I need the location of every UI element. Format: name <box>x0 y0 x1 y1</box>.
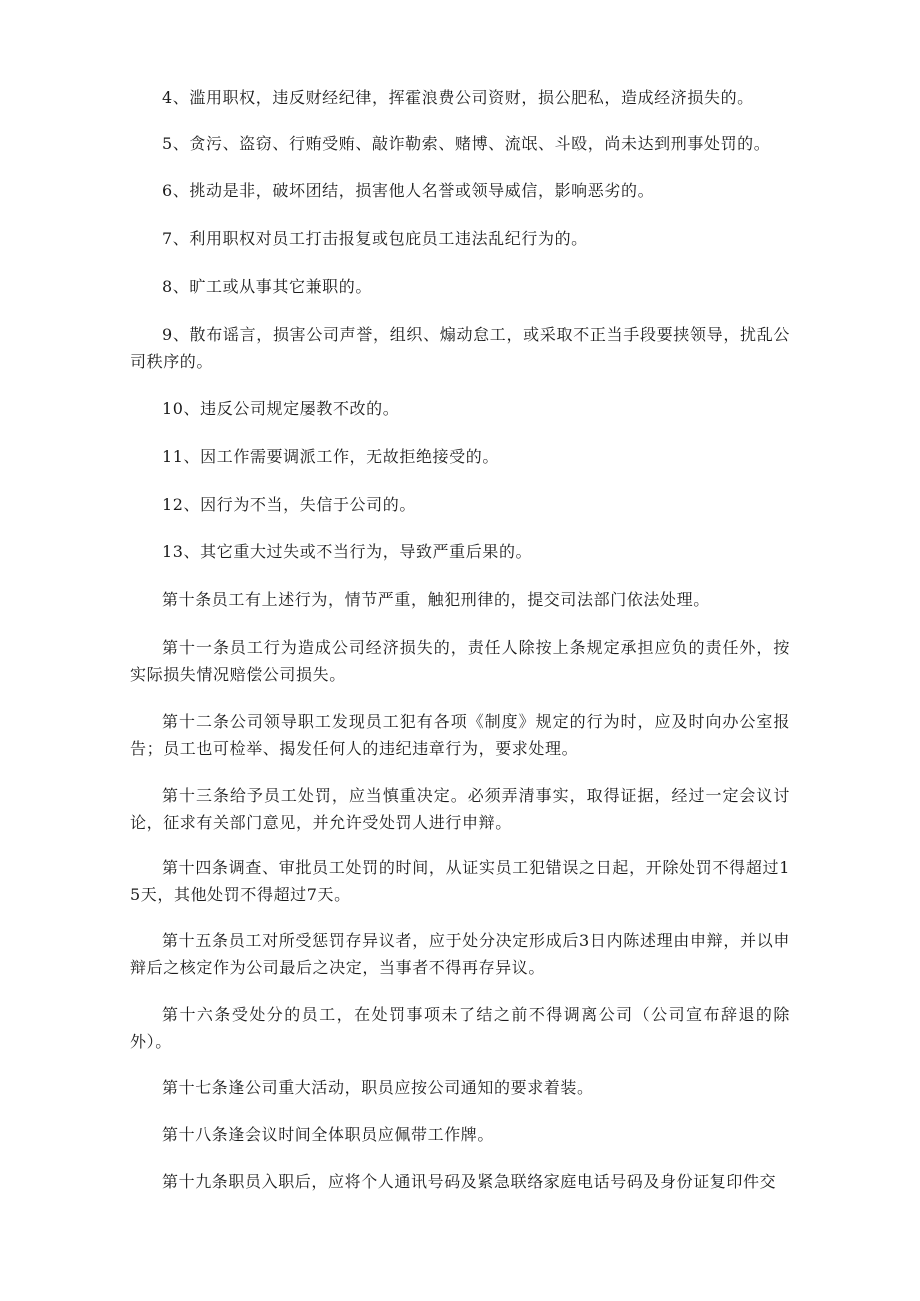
paragraph-item-6: 6、挑动是非，破坏团结，损害他人名誉或领导威信，影响恶劣的。 <box>162 181 655 200</box>
paragraph-item-9: 9、散布谣言，损害公司声誉，组织、煽动怠工，或采取不正当手段要挟领导，扰乱公司秩序的。 <box>130 325 790 371</box>
paragraph-article-12: 第十二条公司领导职工发现员工犯有各项《制度》规定的行为时，应及时向办公室报告；员工也可检举、揭发任何人的违纪违章行为，要求处理。 <box>130 712 790 758</box>
paragraph-article-16: 第十六条受处分的员工，在处罚事项未了结之前不得调离公司（公司宣布辞退的除外）。 <box>130 1005 790 1051</box>
paragraph-item-5: 5、贪污、盗窃、行贿受贿、敲诈勒索、赌博、流氓、斗殴，尚未达到刑事处罚的。 <box>162 134 771 153</box>
paragraph-article-11: 第十一条员工行为造成公司经济损失的，责任人除按上条规定承担应负的责任外，按实际损失情况赔偿公司损失。 <box>130 638 790 684</box>
paragraph-article-14: 第十四条调查、审批员工处罚的时间，从证实员工犯错误之日起，开除处罚不得超过15天，其他处罚不得超过7天。 <box>130 858 790 904</box>
paragraph-item-12: 12、因行为不当，失信于公司的。 <box>162 495 416 514</box>
paragraph-item-10: 10、违反公司规定屡教不改的。 <box>162 399 400 418</box>
paragraph-article-10: 第十条员工有上述行为，情节严重，触犯刑律的，提交司法部门依法处理。 <box>162 590 710 609</box>
paragraph-item-4: 4、滥用职权，违反财经纪律，挥霍浪费公司资财，损公肥私，造成经济损失的。 <box>162 88 754 107</box>
paragraph-item-11: 11、因工作需要调派工作，无故拒绝接受的。 <box>162 447 499 466</box>
paragraph-item-8: 8、旷工或从事其它兼职的。 <box>162 277 372 296</box>
paragraph-article-19: 第十九条职员入职后，应将个人通讯号码及紧急联络家庭电话号码及身份证复印件交 <box>162 1172 777 1191</box>
paragraph-article-15: 第十五条员工对所受惩罚存异议者，应于处分决定形成后3日内陈述理由申辩，并以申辩后之核定作为公司最后之决定，当事者不得再存异议。 <box>130 931 790 977</box>
paragraph-article-17: 第十七条逢公司重大活动，职员应按公司通知的要求着装。 <box>162 1078 594 1097</box>
paragraph-article-13: 第十三条给予员工处罚，应当慎重决定。必须弄清事实，取得证据，经过一定会议讨论，征求有关部门意见，并允许受处罚人进行申辩。 <box>130 786 790 832</box>
paragraph-article-18: 第十八条逢会议时间全体职员应佩带工作牌。 <box>162 1125 495 1144</box>
paragraph-item-7: 7、利用职权对员工打击报复或包庇员工违法乱纪行为的。 <box>162 229 588 248</box>
paragraph-item-13: 13、其它重大过失或不当行为，导致严重后果的。 <box>162 542 533 561</box>
